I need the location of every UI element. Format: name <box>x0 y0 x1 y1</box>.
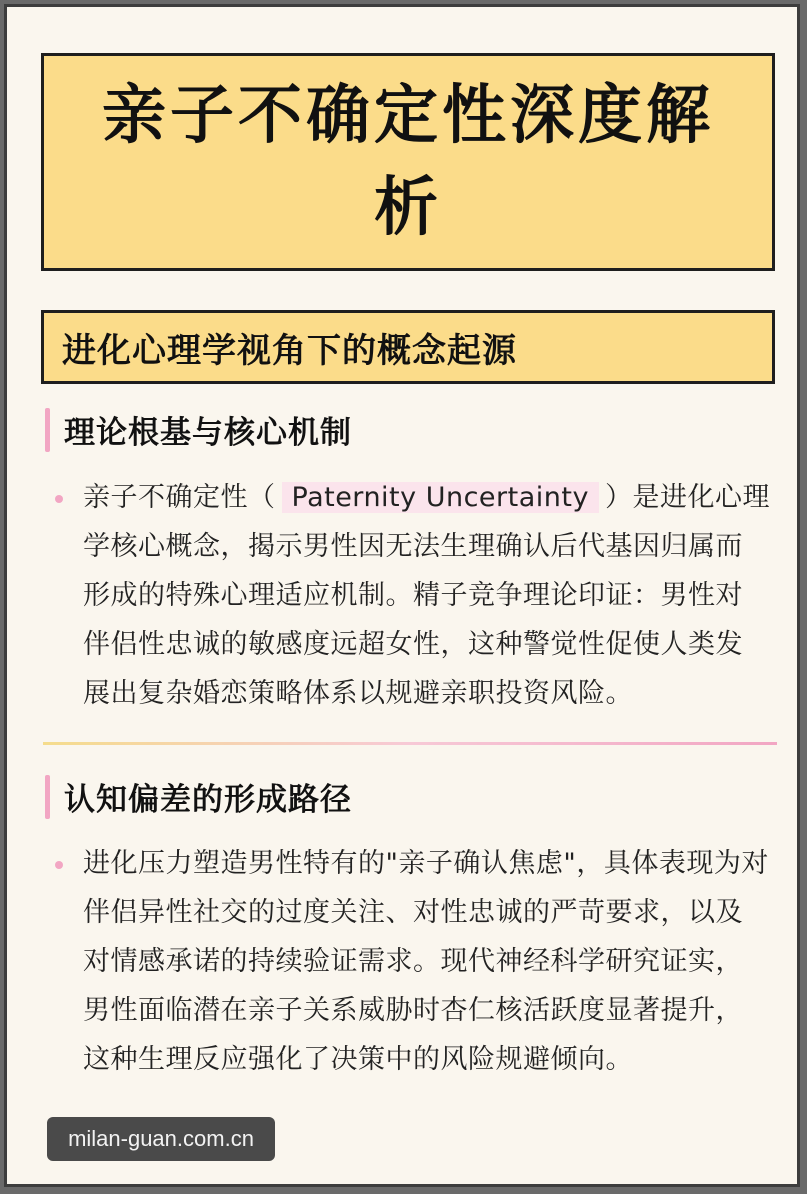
paragraph-theory <box>55 473 770 718</box>
subheading-theory-label: 理论根基与核心机制 <box>64 415 352 451</box>
section-heading: 进化心理学视角下的概念起源 <box>62 330 517 371</box>
section-banner <box>41 310 775 384</box>
subheading-theory <box>45 407 352 452</box>
section-divider <box>43 742 777 745</box>
page-title: 亲子不确定性深度解析 <box>102 79 714 245</box>
highlight-term: Paternity Uncertainty <box>282 482 599 513</box>
accent-bar <box>45 775 50 819</box>
watermark-label: milan-guan.com.cn <box>47 1117 275 1161</box>
paragraph-bias-text: 进化压力塑造男性特有的"亲子确认焦虑"，具体表现为对伴侣异性社交的过度关注、对性忠诚的严苛要求，以及对情感承诺的持续验证需求。现代神经科学研究证实，男性面临潜在亲子关系威胁时杏仁核活跃度显著提升，这种生理反应强化了决策中的风险规避倾向。 <box>83 848 769 1075</box>
bullet-dot <box>55 861 63 869</box>
paragraph-theory-text-rest: ）是进化心理学核心概念，揭示男性因无法生理确认后代基因归属而形成的特殊心理适应机制。精子竞争理论印证：男性对伴侣性忠诚的敏感度远超女性，这种警觉性促使人类发展出复杂婚恋策略体系以规避亲职投资风险。 <box>83 482 770 709</box>
infographic-page <box>4 4 800 1187</box>
subheading-bias <box>45 774 352 819</box>
paragraph-theory-text-start: 亲子不确定性（ <box>83 482 276 513</box>
title-banner <box>41 53 775 271</box>
paragraph-theory-text <box>83 473 770 718</box>
accent-bar <box>45 408 50 452</box>
subheading-bias-label: 认知偏差的形成路径 <box>64 782 352 818</box>
paragraph-bias <box>55 839 770 1084</box>
bullet-dot <box>55 495 63 503</box>
